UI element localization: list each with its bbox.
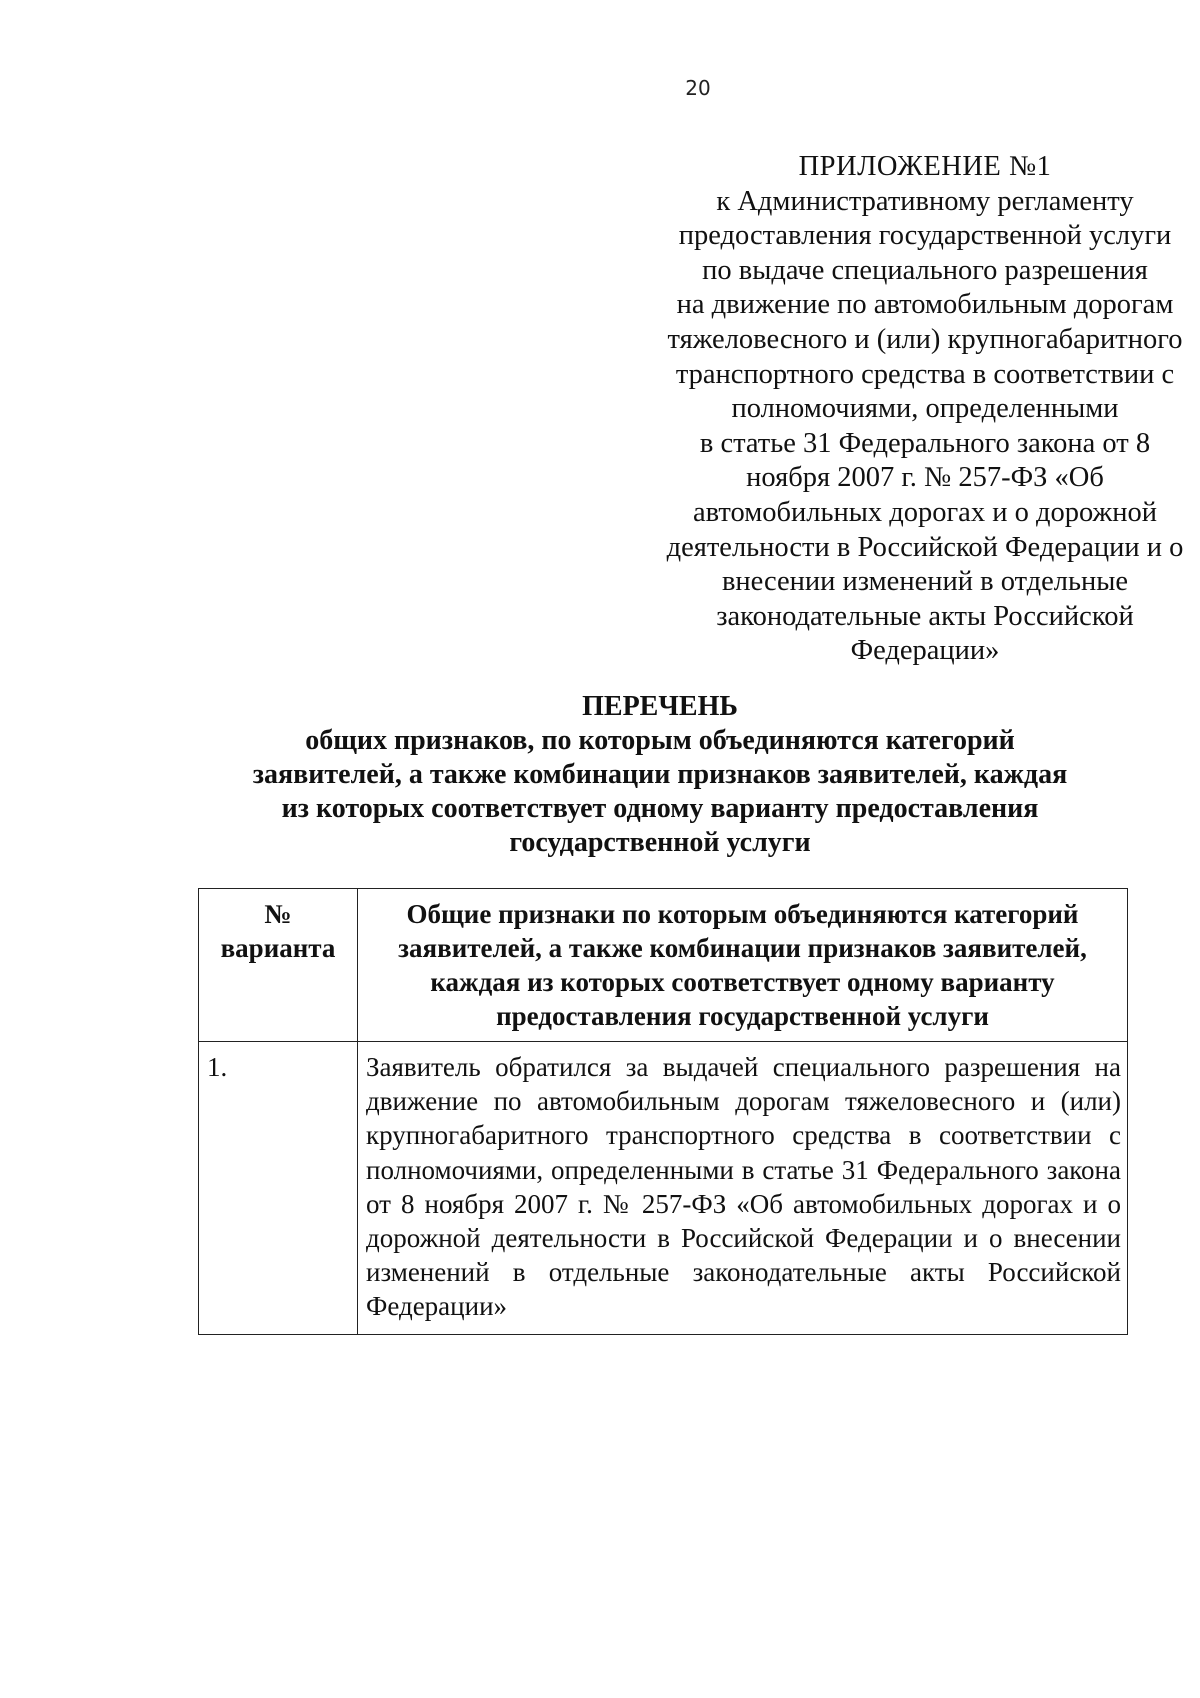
appendix-title: ПРИЛОЖЕНИЕ №1 [798,151,1052,182]
list-subtitle-line: государственной услуги [509,827,811,858]
appendix-line: в статье 31 Федерального закона от 8 [699,427,1151,459]
appendix-line: автомобильных дорогах и о дорожной [693,496,1157,528]
list-heading [160,690,1160,860]
table-row [199,1042,1128,1335]
page-number: 20 [685,76,711,100]
appendix-line: на движение по автомобильным дорогам [676,289,1174,321]
list-subtitle-line: общих признаков, по которым объединяются категорий [305,725,1015,756]
list-subtitle-line: заявителей, а также комбинации признаков заявителей, каждая [252,759,1068,790]
header-criteria: Общие признаки по которым объединяются категорий заявителей, а также комбинации признаков заявителей, каждая из которых соответствует одному варианту предоставления государственной услуги [358,889,1128,1042]
appendix-line: внесении изменений в отдельные [721,566,1129,598]
appendix-line: транспортного средства в соответствии с [675,358,1175,390]
appendix-line: полномочиями, определенными [731,393,1119,425]
criteria-cell: Заявитель обратился за выдачей специального разрешения на движение по автомобильным дорогам тяжеловесного и (или) крупногабаритного транспортного средства в соответствии с полномочиями, определенными в статье 31 Федерального закона от 8 ноября 2007 г. № 257-ФЗ «Об автомобильных дорогах и о дорожной деятельности в Российской Федерации и о внесении изменений в отдельные законодательные акты Российской Федерации» [358,1042,1128,1335]
appendix-line: тяжеловесного и (или) крупногабаритного [667,323,1183,355]
appendix-block [660,150,1190,669]
appendix-line: предоставления государственной услуги [678,220,1172,252]
list-title: ПЕРЕЧЕНЬ [582,691,738,722]
list-subtitle-line: из которых соответствует одному варианту предоставления [281,793,1039,824]
appendix-line: деятельности в Российской Федерации и о [666,531,1184,563]
appendix-line: к Административному регламенту [716,185,1134,217]
appendix-line: по выдаче специального разрешения [702,254,1148,286]
appendix-line: Федерации» [850,635,1000,667]
table-header-row [199,889,1128,1042]
header-variant-number: № варианта [199,889,358,1042]
appendix-line: ноября 2007 г. № 257-ФЗ «Об [746,462,1104,494]
criteria-table [198,888,1128,1335]
appendix-line: законодательные акты Российской [716,600,1134,632]
variant-number-cell: 1. [199,1042,358,1335]
